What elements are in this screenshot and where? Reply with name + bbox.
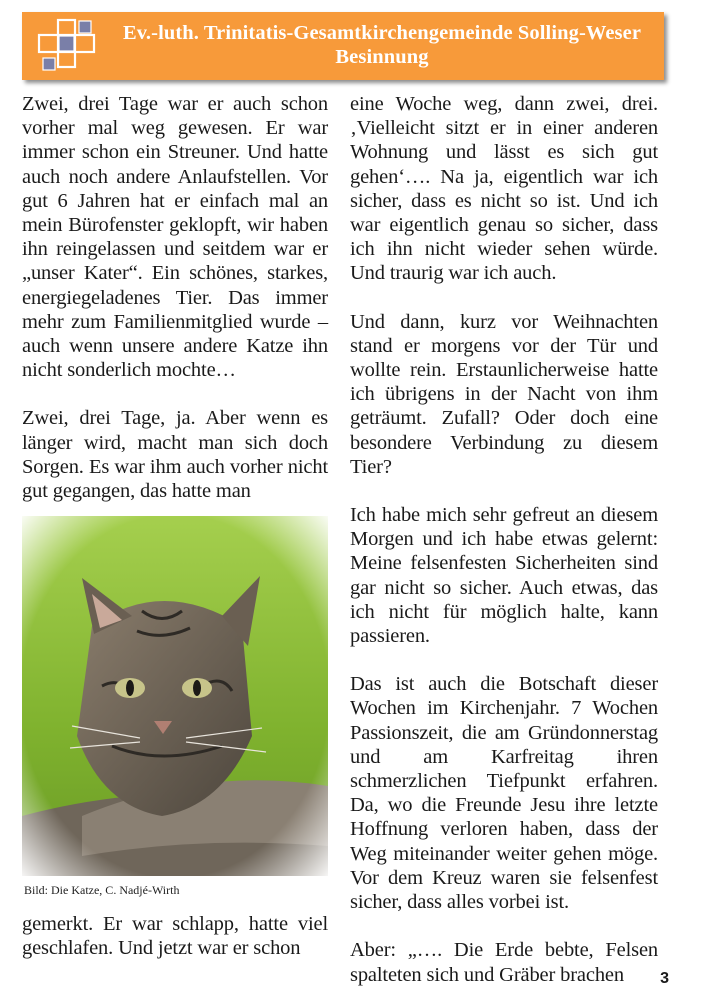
photo-caption: Bild: Die Katze, C. Nadjé-Wirth xyxy=(24,883,180,897)
paragraph: Und dann, kurz vor Weihnachten stand er morgens vor der Tür und wollte rein. Erstaunlicherweise hatte ich übrigens in der Nacht von ihm geträumt. Zufall? Oder doch eine besondere Verbindung zu diesem Tier? xyxy=(350,310,658,478)
paragraph: Aber: „…. Die Erde bebte, Felsen spalteten sich und Gräber brachen xyxy=(350,939,658,986)
right-column xyxy=(350,92,658,987)
paragraph: Zwei, drei Tage war er auch schon vorher mal weg gewesen. Er war immer schon ein Streuner. Und hatte auch noch andere Anlaufstellen. Vor gut 6 Jahren hat er einfach mal an mein Bürofenster geklopft, wir haben ihn reingelassen und seitdem war er „unser Kater“. Ein schönes, starkes, energiegeladenes Tier. Das immer mehr zum Familienmitglied wurde – auch wenn unsere andere Katze ihn nicht sonderlich mochte… xyxy=(22,93,328,382)
section-title: Besinnung xyxy=(335,46,429,68)
page-header xyxy=(22,12,664,80)
left-column-bottom xyxy=(22,912,328,960)
page-number: 3 xyxy=(660,970,669,987)
cat-photo xyxy=(22,516,328,876)
left-column-top xyxy=(22,92,328,503)
paragraph: eine Woche weg, dann zwei, drei. ‚Vielleicht sitzt er in einer anderen Wohnung und lässt es sich gut gehen‘…. Na ja, eigentlich war ich sicher, dass es nicht so ist. Und ich war eigentlich genau so sicher, dass ich ihn nicht wieder sehen würde. Und traurig war ich auch. xyxy=(350,93,658,285)
paragraph: gemerkt. Er war schlapp, hatte viel geschlafen. Und jetzt war er schon xyxy=(22,913,328,960)
interlocking-squares-icon xyxy=(34,18,100,76)
paragraph: Das ist auch die Botschaft dieser Wochen im Kirchenjahr. 7 Wochen Passionszeit, die am Gründonnerstag und am Karfreitag ihren schmerzlichen Tiefpunkt erfahren. Da, wo die Freunde Jesu ihre letzte Hoffnung verloren haben, dass der Weg miteinander weiter gehen möge. Vor dem Kreuz waren sie felsenfest sicher, dass alles vorbei ist. xyxy=(350,673,658,914)
paragraph: Ich habe mich sehr gefreut an diesem Morgen und ich habe etwas gelernt: Meine felsenfesten Sicherheiten sind gar nicht so sicher. Auch etwas, das ich nicht für möglich halte, kann passieren. xyxy=(350,504,658,648)
organization-title: Ev.-luth. Trinitatis-Gesamtkirchengemeinde Solling-Weser xyxy=(122,22,642,44)
paragraph: Zwei, drei Tage, ja. Aber wenn es länger wird, macht man sich doch Sorgen. Es war ihm auch vorher nicht gut gegangen, das hatte man xyxy=(22,407,328,503)
